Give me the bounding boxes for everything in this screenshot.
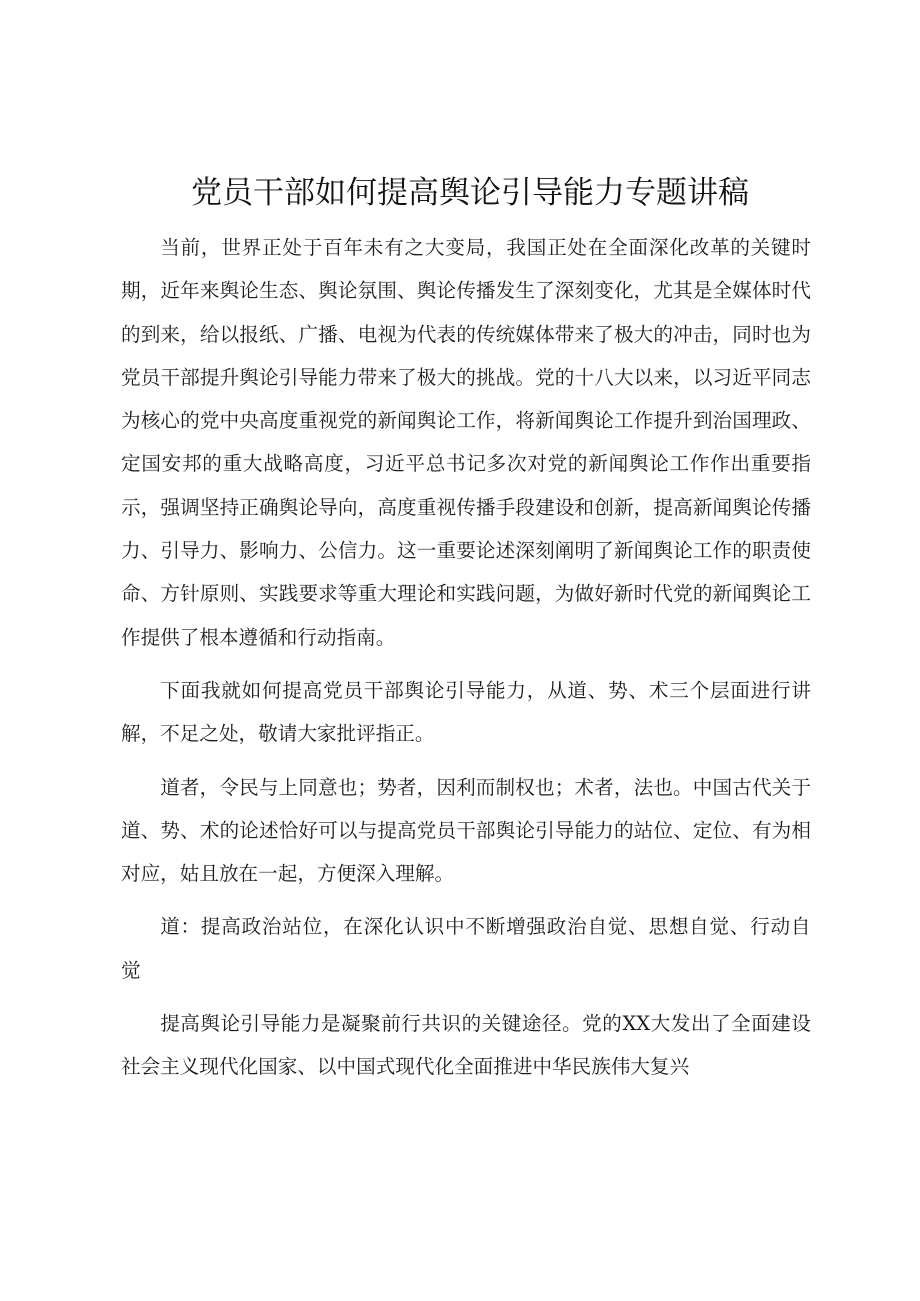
document-title: 党员干部如何提高舆论引导能力专题讲稿 bbox=[191, 175, 749, 211]
paragraph-outline: 下面我就如何提高党员干部舆论引导能力，从道、势、术三个层面进行讲解，不足之处，敬请大家批评指正。 bbox=[121, 678, 811, 746]
paragraph-intro: 当前，世界正处于百年未有之大变局，我国正处在全面深化改革的关键时期，近年来舆论生态、舆论氛围、舆论传播发生了深刻变化，尤其是全媒体时代的到来，给以报纸、广播、电视为代表的传统媒体带来了极大的冲击，同时也为党员干部提升舆论引导能力带来了极大的挑战。党的十八大以来，以习近平同志为核心的党中央高度重视党的新闻舆论工作，将新闻舆论工作提升到治国理政、定国安邦的重大战略高度，习近平总书记多次对党的新闻舆论工作作出重要指示，强调坚持正确舆论导向，高度重视传播手段建设和创新，提高新闻舆论传播力、引导力、影响力、公信力。这一重要论述深刻阐明了新闻舆论工作的职责使命、方针原则、实践要求等重大理论和实践问题，为做好新时代党的新闻舆论工作提供了根本遵循和行动指南。 bbox=[121, 236, 811, 649]
paragraph-section-body: 提高舆论引导能力是凝聚前行共识的关键途径。党的XX大发出了全面建设社会主义现代化国家、以中国式现代化全面推进中华民族伟大复兴 bbox=[121, 1012, 811, 1079]
document-body bbox=[121, 226, 811, 1099]
section-heading-dao: 道：提高政治站位，在深化认识中不断增强政治自觉、思想自觉、行动自觉 bbox=[121, 915, 811, 982]
paragraph-dao-shi-shu: 道者，令民与上同意也；势者，因利而制权也；术者，法也。中国古代关于道、势、术的论述恰好可以与提高党员干部舆论引导能力的站位、定位、有为相对应，姑且放在一起，方便深入理解。 bbox=[121, 775, 811, 886]
